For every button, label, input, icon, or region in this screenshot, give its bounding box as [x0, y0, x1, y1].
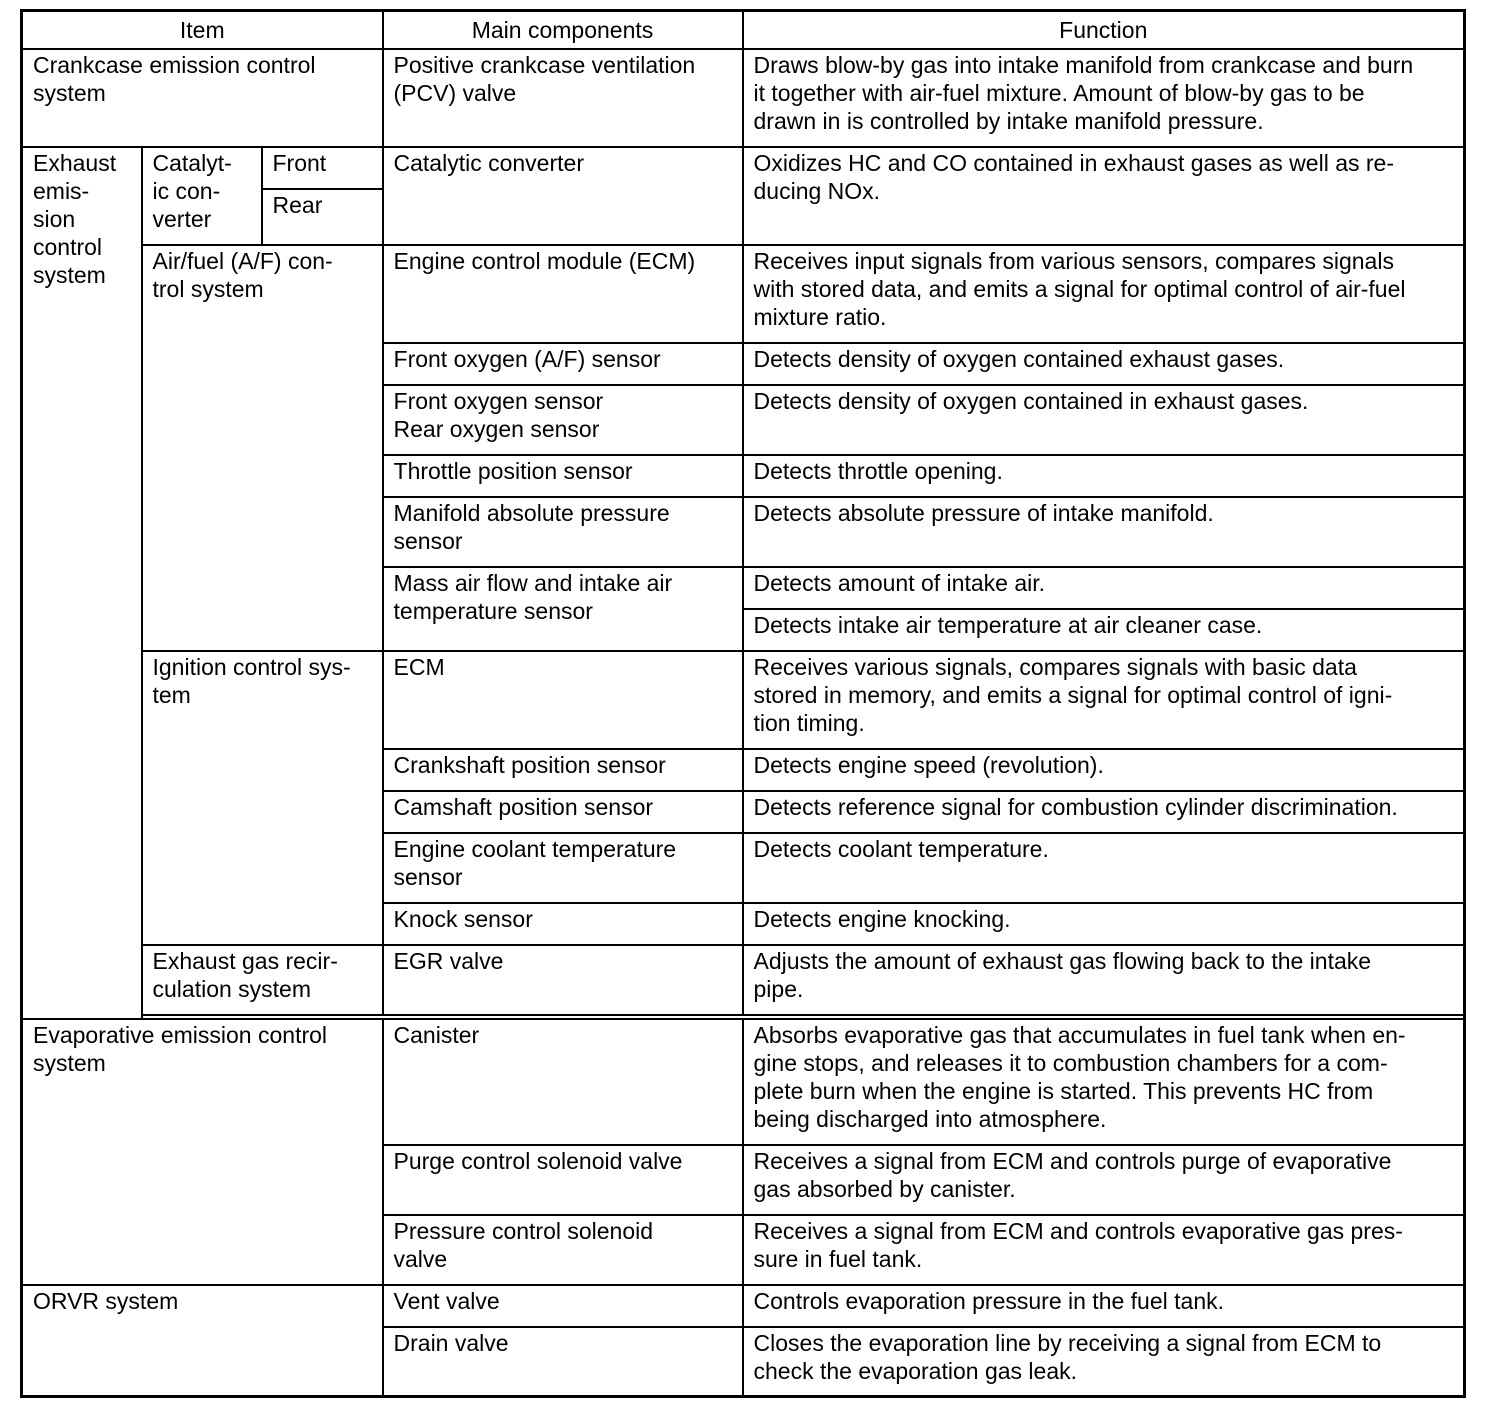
item-af-control: Air/fuel (A/F) con- trol system — [142, 245, 383, 651]
component-cell: Drain valve — [383, 1327, 743, 1397]
item-ignition-control: Ignition control sys- tem — [142, 651, 383, 945]
component-cell: Throttle position sensor — [383, 455, 743, 497]
function-cell: Detects density of oxygen contained in exhaust gases. — [743, 385, 1465, 455]
item-crankcase: Crankcase emission control system — [22, 49, 383, 147]
function-cell: Receives various signals, compares signals with basic data stored in memory, and emits a signal for optimal control of igni- tion timing. — [743, 651, 1465, 749]
function-cell: Detects absolute pressure of intake manifold. — [743, 497, 1465, 567]
table-row — [22, 49, 1465, 147]
component-cell: Crankshaft position sensor — [383, 749, 743, 791]
component-cell: Canister — [383, 1019, 743, 1145]
function-cell: Detects amount of intake air. — [743, 567, 1465, 609]
header-main-components: Main components — [383, 11, 743, 49]
item-exhaust: Exhaust emis- sion control system — [22, 147, 142, 1019]
function-cell: Closes the evaporation line by receiving a signal from ECM to check the evaporation gas leak. — [743, 1327, 1465, 1397]
function-cell: Controls evaporation pressure in the fuel tank. — [743, 1285, 1465, 1327]
component-cell: Positive crankcase ventilation (PCV) valve — [383, 49, 743, 147]
emission-control-table — [20, 9, 1466, 1398]
component-cell: Front oxygen (A/F) sensor — [383, 343, 743, 385]
function-cell: Receives a signal from ECM and controls evaporative gas pres- sure in fuel tank. — [743, 1215, 1465, 1285]
function-cell: Oxidizes HC and CO contained in exhaust gases as well as re- ducing NOx. — [743, 147, 1465, 245]
item-orvr: ORVR system — [22, 1285, 383, 1397]
component-cell: Pressure control solenoid valve — [383, 1215, 743, 1285]
component-cell: Front oxygen sensor Rear oxygen sensor — [383, 385, 743, 455]
function-cell: Receives a signal from ECM and controls purge of evaporative gas absorbed by canister. — [743, 1145, 1465, 1215]
item-egr-system: Exhaust gas recir- culation system — [142, 945, 383, 1015]
component-cell: Engine coolant temperature sensor — [383, 833, 743, 903]
component-cell: Vent valve — [383, 1285, 743, 1327]
table-row — [22, 1019, 1465, 1145]
component-cell: Engine control module (ECM) — [383, 245, 743, 343]
component-cell: Mass air flow and intake air temperature sensor — [383, 567, 743, 651]
component-cell: Camshaft position sensor — [383, 791, 743, 833]
item-evaporative: Evaporative emission control system — [22, 1019, 383, 1285]
header-row — [22, 11, 1465, 49]
item-catalytic-front: Front — [262, 147, 383, 189]
function-cell: Receives input signals from various sensors, compares signals with stored data, and emits a signal for optimal control of air-fuel mixture ratio. — [743, 245, 1465, 343]
component-cell: Catalytic converter — [383, 147, 743, 245]
header-function: Function — [743, 11, 1465, 49]
function-cell: Detects throttle opening. — [743, 455, 1465, 497]
table-row — [22, 1285, 1465, 1327]
spacer-row — [22, 1015, 1465, 1016]
component-cell: ECM — [383, 651, 743, 749]
spacer-row — [22, 1015, 1465, 1016]
function-cell: Detects engine speed (revolution). — [743, 749, 1465, 791]
function-cell: Detects reference signal for combustion cylinder discrimination. — [743, 791, 1465, 833]
component-cell: Purge control solenoid valve — [383, 1145, 743, 1215]
table-row — [22, 945, 1465, 1015]
table-row — [22, 651, 1465, 749]
function-cell: Absorbs evaporative gas that accumulates in fuel tank when en- gine stops, and releases it to combustion chambers for a com- plete burn when the engine is started. This prevents HC from being discharged into atmosphere. — [743, 1019, 1465, 1145]
component-cell: EGR valve — [383, 945, 743, 1015]
function-cell: Detects intake air temperature at air cleaner case. — [743, 609, 1465, 651]
item-catalytic-converter: Catalyt- ic con- verter — [142, 147, 262, 245]
function-cell: Draws blow-by gas into intake manifold from crankcase and burn it together with air-fuel mixture. Amount of blow-by gas to be drawn in is controlled by intake manifold pressure. — [743, 49, 1465, 147]
function-cell: Detects density of oxygen contained exhaust gases. — [743, 343, 1465, 385]
component-cell: Knock sensor — [383, 903, 743, 945]
header-item: Item — [22, 11, 383, 49]
function-cell: Adjusts the amount of exhaust gas flowing back to the intake pipe. — [743, 945, 1465, 1015]
table-row — [22, 245, 1465, 343]
function-cell: Detects coolant temperature. — [743, 833, 1465, 903]
table-row — [22, 147, 1465, 189]
item-catalytic-rear: Rear — [262, 189, 383, 245]
component-cell: Manifold absolute pressure sensor — [383, 497, 743, 567]
function-cell: Detects engine knocking. — [743, 903, 1465, 945]
spacer-row — [22, 1016, 1465, 1017]
